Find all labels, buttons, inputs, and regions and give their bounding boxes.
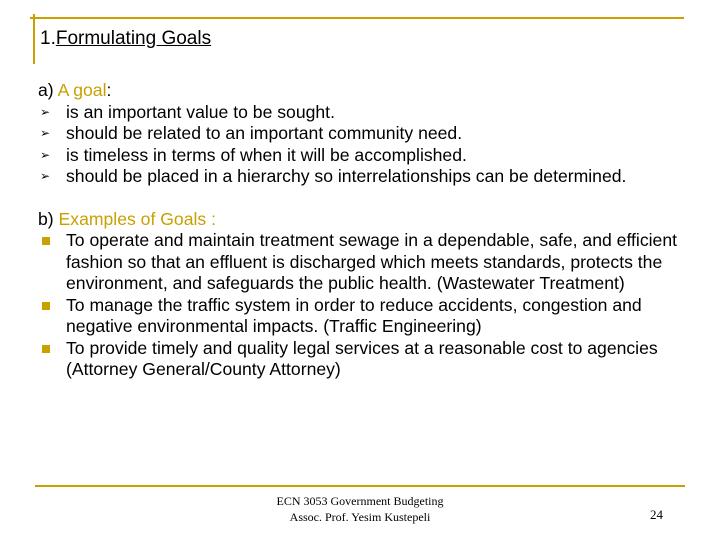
list-item <box>38 102 698 124</box>
footer-course: ECN 3053 Government Budgeting <box>276 494 444 508</box>
list-item <box>38 338 698 381</box>
section-spacer <box>38 188 698 209</box>
square-bullet-icon <box>42 345 50 353</box>
section-a-heading <box>38 80 698 102</box>
list-item-text: To provide timely and quality legal services at a reasonable cost to agencies (Attorney General/County Attorney) <box>66 337 658 379</box>
title-vertical-rule <box>33 14 35 64</box>
square-bullet-icon <box>42 237 50 245</box>
list-item <box>38 166 698 188</box>
list-item <box>38 145 698 167</box>
list-item <box>38 123 698 145</box>
list-item-text: is an important value to be sought. <box>66 101 335 122</box>
section-b-list <box>38 230 698 381</box>
slide-content <box>38 80 698 381</box>
list-item-text: should be related to an important community need. <box>66 123 463 143</box>
section-a-list <box>38 102 698 188</box>
arrow-bullet-icon: ➢ <box>40 147 51 162</box>
list-item-text: To operate and maintain treatment sewage in a dependable, safe, and efficient fashion so that an effluent is discharged which meets standards, protects the environment, and safeguards the public health. (Wastewater Treatment) <box>66 230 677 293</box>
title-number: 1. <box>40 28 56 49</box>
arrow-bullet-icon: ➢ <box>40 126 51 140</box>
footer-rule <box>35 485 685 487</box>
section-b-title: Examples of Goals : <box>58 208 216 229</box>
section-a-label: a) <box>38 80 58 100</box>
list-item <box>38 230 698 295</box>
square-bullet-icon <box>42 302 50 310</box>
footer-author: Assoc. Prof. Yesim Kustepeli <box>289 510 431 524</box>
section-a-title: A goal <box>57 80 107 100</box>
section-a-colon: : <box>106 80 112 100</box>
list-item-text: is timeless in terms of when it will be accomplished. <box>66 144 467 165</box>
arrow-bullet-icon: ➢ <box>40 104 51 119</box>
arrow-bullet-icon: ➢ <box>40 169 51 183</box>
slide-title <box>40 28 211 50</box>
section-b-label: b) <box>38 208 59 229</box>
section-b-heading <box>38 209 698 231</box>
list-item <box>38 295 698 338</box>
title-text: Formulating Goals <box>55 28 212 49</box>
list-item-text: To manage the traffic system in order to reduce accidents, congestion and negative environmental impacts. (Traffic Engineering) <box>66 294 642 336</box>
footer-text <box>225 493 495 525</box>
title-horizontal-rule <box>30 17 684 19</box>
list-item-text: should be placed in a hierarchy so interrelationships can be determined. <box>66 166 627 186</box>
page-number: 24 <box>650 507 663 522</box>
